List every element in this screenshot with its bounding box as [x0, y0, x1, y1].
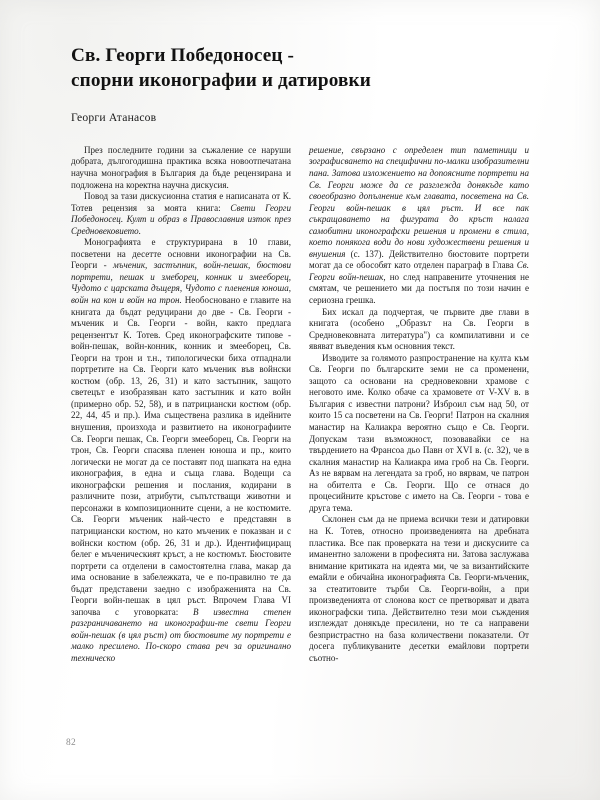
body-paragraph [309, 514, 529, 664]
text-run: През последните години за съжаление се наруши добрата, дългогодишна практика всяка новоотпечатана научна монография в България да бъде рецензирана и подложена на коректна научна дискусия. [71, 144, 291, 190]
page-title [71, 44, 529, 94]
title-line-1: Св. Георги Победоносец - [71, 45, 295, 66]
text-run: Необосновано е главите на книгата да бъдат редуцирани до две - Св. Георги - мъченик и Св. Георги - войн, както предлага рецензентът К. Тотев. Сред иконографските типове - войн-пешак, войн-конник, конник и змеeборец, Св. Георги на трон и т.н., типологически биха отпаднали портретите на Св. Георги като мъченик във войнски костюм (обр. 13, 26, 31) и като застъпник, защото светецът е изобразяван като застъпник и като войн (примерно обр. 52, 58), и в патрициански костюм (обр. 22, 44, 45 и пр.). Има съществена разлика в идейните внушения, произхода и развитието на иконографиите Св. Георги пешак, Св. Георги змееборец, Св. Георги на трон, Св. Георги спасява пленен юноша и пр., които логически не могат да се поставят под шапката на една иконография, в една и съща глава. Водещи са иконографски решения и послания, кодирани в различните пози, атрибути, съпътстващи животни и персонажи в композиционните сцени, а не костюмите. Св. Георги мъченик най-често е представян в патрициански костюм, но като мъченик е показван и с войнски костюм (обр. 26, 31 и др.). Идентифициращ белег е мъченическият кръст, а не костюмът. Бюстовите портрети са отделени в самостоятелна глава, макар да има основание в забележката, че е по-правилно те да бъдат представени заедно с изображенията на Св. Георги войн-пешак в цял ръст. Впрочем Глава VI започва с уговорката: [71, 295, 291, 617]
body-paragraph [71, 191, 291, 237]
body-paragraph [309, 353, 529, 515]
title-line-2: спорни иконографии и датировки [71, 69, 371, 91]
italic-run: мъченик, застъпник, войн-пешак, бюстови портрети, пешак и змеборец, конник и змеeборец, Чудото с царската дъщеря, Чудото с пленения юноша, войн на кон и войн на трон. [71, 260, 291, 306]
author-name: Георги Атанасов [71, 110, 157, 124]
body-paragraph [309, 307, 529, 353]
body-paragraph [309, 145, 529, 307]
italic-run: Св. Георги войн-пешак [309, 260, 529, 282]
text-run: Изводите за голямото разпространение на култа към Св. Георги по българските земи не са променени, защото са основани на средновековни храмове с неговото име. Колко обаче са храмовете от V-XV в. в България с известни патрони? Изброил съм над 50, от които 15 са посветени на Св. Георги! Патрон на скалния манастир на Калиакра вероятно също е Св. Георги. Допускам тази възможност, позовавайки се на твърдението на Франсоа дьо Павн от XVI в. (с. 32), че в скалния манастир на Калиакра има гроб на Св. Георги. Аз не вярвам на легендата за гроб, но вярвам, че патрон на обителта е Св. Георги. Що се отнася до процесийните кръстове с името на Св. Георги - това е друга тема. [309, 352, 529, 513]
page-content [71, 44, 529, 665]
italic-run: В известна степен разграничаването на иконографии-те свети Георги войн-пешак (в цял ръст) от бюстовите му портрети е малко пресилено. По-скоро става реч за оригинално техническо [71, 606, 291, 663]
italic-run: Свети Георги Победоносец. Култ и образ в Православния изток през Средновековието. [71, 202, 291, 236]
right-column [309, 145, 529, 665]
text-run: Склонен съм да не приема всички тези и датировки на К. Тотев, относно произведенията на дребната пластика. Все пак проверката на тези и дискусиите са иманентно заложени в професията ни. Затова заслужава внимание критиката на идеята ми, че за византийските емайли е обичайна иконографията Св. Георги-мъченик, за стеатитовите търби Св. Георги-войн, а при произведенията от слонова кост се претворяват и двата иконографски типа. Действително тези мои съждения изглеждат донякъде пресилени, но те са направени безпристрастно на база количествени показатели. От досега публикуваните десетки емайлови портрети съотно- [309, 514, 529, 663]
text-run: Монографията е структурирана в 10 глави, посветени на десетте основни иконографии на Св. Георги - [71, 237, 291, 271]
text-run: , но след направените уточнения не смятам, че решението ми да постъпя по този начин е сериозна грешка. [309, 271, 529, 306]
text-run: Бих искал да подчертая, че първите две глави в книгата (особено „Образът на Св. Георги в Средновековната литература") са компилативни и се явяват въведения към основния текст. [309, 306, 529, 352]
body-columns [71, 145, 529, 665]
body-paragraph [71, 145, 291, 191]
page-number: 82 [66, 738, 76, 748]
left-column [71, 145, 291, 665]
text-run: Повод за тази дискусионна статия е написаната от К. Тотев рецензия за моята книга: [71, 191, 291, 213]
italic-run: решение, свързано с определен тип паметници и зографисването на специфични по-малки изобразителни пана. Затова изложението на допоясните портрети на Св. Георги може да се разглежда донякъде като своеобразно допълнение към главата, посветена на Св. Георги войн-пешак в цял ръст. И все пак съкращаването на фигурата до кръст налага самобитни иконографски решения и промени в стила, което понякога води до нови художествени решения и внушения [309, 144, 529, 259]
text-run: (с. 137). Действително бюстовите портрети могат да се обособят като отделен параграф в Глава [309, 248, 529, 271]
body-paragraph [71, 237, 291, 664]
